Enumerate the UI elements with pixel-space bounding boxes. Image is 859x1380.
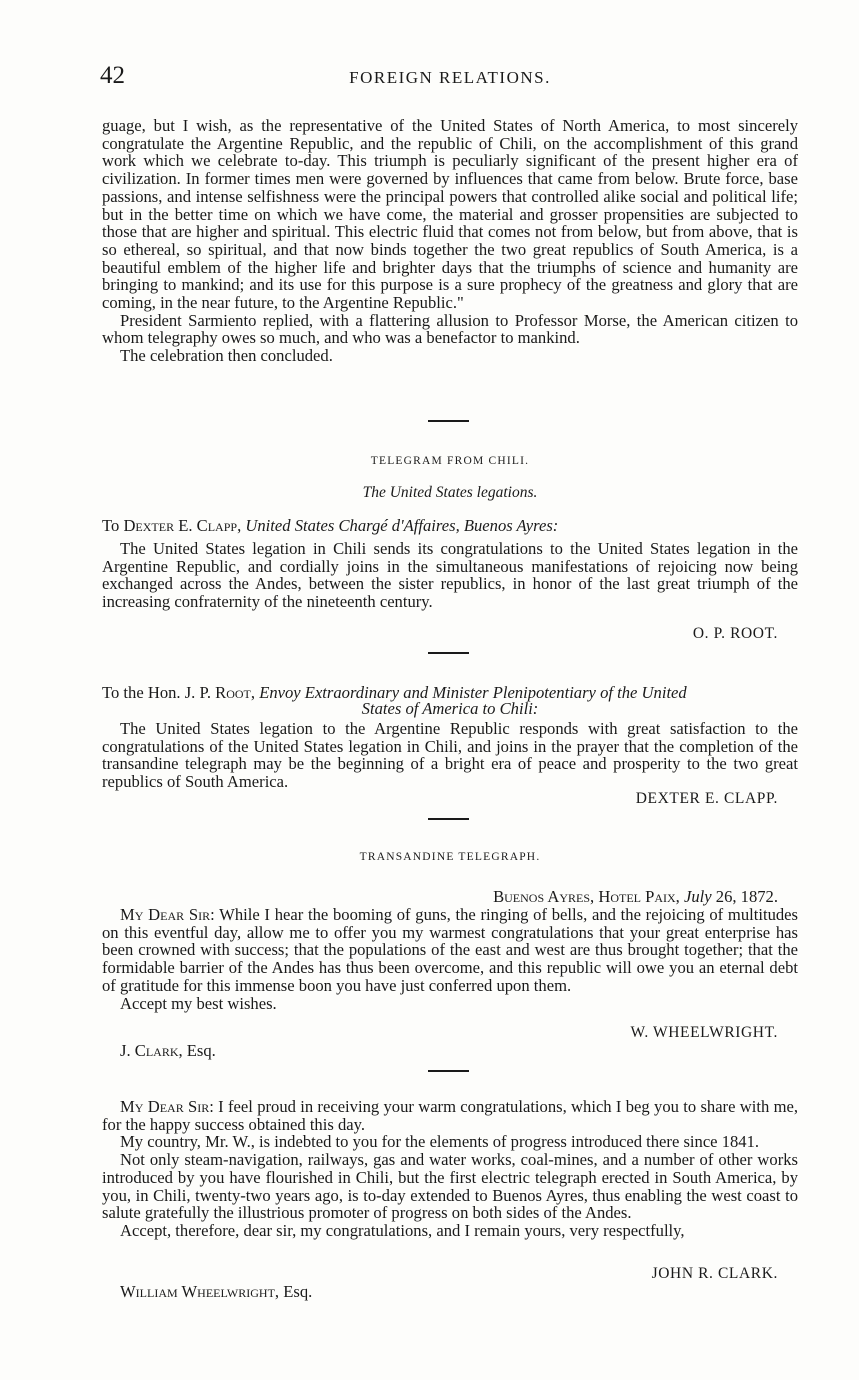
dateline-place: Buenos Ayres, Hotel Paix,	[493, 887, 680, 906]
letter-2-body-3: Not only steam-navigation, railways, gas and water works, coal-mines, and a number of other works introduced by you have flourished in Chili, but the first electric telegraph erected in South America, by you, in Chili, twenty-two years ago, is to-day extended to Buenos Ayres, thus enabling the west coast to salute gratefully the illustrious promoter of progress on both sides of the Andes.	[102, 1150, 798, 1223]
section-divider	[428, 420, 469, 422]
speech-section	[102, 117, 798, 365]
section-heading-transandine: TRANSANDINE TELEGRAPH.	[359, 851, 541, 863]
letter-2-body-section	[102, 1098, 798, 1240]
letter-2-body-2: My country, Mr. W., is indebted to you for the elements of progress introduced there since 1841.	[120, 1132, 760, 1152]
address-name: Dexter E. Clapp,	[123, 516, 242, 535]
page-header	[100, 62, 800, 92]
signature-root: O. P. ROOT.	[692, 625, 778, 642]
telegram-body-section	[102, 540, 798, 611]
address-prefix: To	[102, 516, 124, 535]
section-divider	[428, 1070, 469, 1072]
address-line-clapp	[102, 517, 798, 535]
section-divider	[428, 818, 469, 820]
speech-paragraph-2: President Sarmiento replied, with a flattering allusion to Professor Morse, the American citizen to whom telegraphy owes so much, and who was a benefactor to mankind.	[102, 310, 798, 348]
signature-wheelwright: W. WHEELWRIGHT.	[630, 1024, 778, 1041]
recipient-suffix: Esq.	[279, 1282, 313, 1301]
address-title: Envoy Extraordinary and Minister Plenipotentiary of the United	[255, 683, 687, 702]
letter-2-body-1	[102, 1098, 798, 1133]
letter-1-body	[102, 906, 798, 995]
address-name: J. P. Root,	[184, 683, 256, 702]
reply-body: The United States legation to the Argentine Republic responds with great satisfaction to the congratulations of the United States legation in Chili, and joins in the prayer that the completion of the transandine telegraph may be the beginning of a bright era of peace and prosperity to the two great republics of South America.	[102, 719, 798, 792]
address-line-root-continued: States of America to Chili:	[361, 699, 539, 718]
recipient-clark	[120, 1042, 216, 1060]
recipient-suffix: Esq.	[182, 1041, 216, 1060]
section-divider	[428, 652, 469, 654]
letter-2-closing: Accept, therefore, dear sir, my congratulations, and I remain yours, very respectfully,	[120, 1220, 685, 1240]
signature-clapp: DEXTER E. CLAPP.	[635, 790, 778, 807]
recipient-name: William Wheelwright,	[120, 1282, 280, 1301]
address-prefix: To the Hon.	[102, 683, 185, 702]
letter-2-text: I feel proud in receiving your warm congratulations, which I beg you to share with me, for the happy success obtained this day.	[102, 1097, 798, 1134]
speech-paragraph-3: The celebration then concluded.	[120, 346, 333, 366]
address-title: United States Chargé d'Affaires, Buenos Ayres:	[241, 516, 559, 535]
salutation: My Dear Sir:	[120, 905, 215, 924]
dateline-month: July	[683, 887, 712, 906]
salutation: My Dear Sir:	[120, 1097, 214, 1116]
dateline	[102, 887, 778, 907]
letter-1-closing: Accept my best wishes.	[120, 993, 277, 1013]
letter-1-body-section	[102, 906, 798, 1012]
telegram-body: The United States legation in Chili sends its congratulations to the United States legation in the Argentine Republic, and cordially joins in the simultaneous manifestations of rejoicing now being exchanged across the Andes, between the sister republics, in honor of the last great triumph of the increasing confraternity of the nineteenth century.	[102, 539, 798, 612]
recipient-wheelwright	[120, 1283, 312, 1301]
running-title: FOREIGN RELATIONS.	[349, 68, 551, 87]
page-number: 42	[100, 62, 125, 89]
signature-john-clark: JOHN R. CLARK.	[651, 1265, 778, 1282]
letter-1-text: While I hear the booming of guns, the ringing of bells, and the rejoicing of multitudes on this eventful day, allow me to offer you my warmest congratulations that your great enterprise has been crowned with success; that the populations of the east and west are thus brought together; that the formidable barrier of the Andes has thus been overcome, and this republic will owe you an eternal debt of gratitude for this immense boon you have just conferred upon them.	[102, 905, 798, 995]
dateline-day: 26, 1872.	[711, 887, 778, 906]
reply-body-section	[102, 720, 798, 791]
recipient-name: J. Clark,	[120, 1041, 183, 1060]
section-heading-telegram-from-chili: TELEGRAM FROM CHILI.	[370, 455, 530, 467]
section-subheading-legations: The United States legations.	[362, 484, 538, 501]
speech-paragraph-1: guage, but I wish, as the representative of the United States of North America, to most sincerely congratulate the Argentine Republic, and the republic of Chili, on the accomplishment of this grand work which we celebrate to-day. This triumph is peculiarly significant of the present higher era of civilization. In former times men were governed by influences that came from below. Brute force, base passions, and intense selfishness were the principal powers that controlled alike social and political life; but in the better time on which we have come, the material and grosser propensities are subjected to those that are higher and spiritual. This electric fluid that comes not from below, but from above, that is so ethereal, so spiritual, and that now binds together the two great republics of South America, is a beautiful emblem of the higher life and brighter days that the triumphs of science and humanity are bringing to mankind; and its use for this purpose is a sure prophecy of the greatness and glory that are coming, in the near future, to the Argentine Republic."	[102, 116, 798, 313]
